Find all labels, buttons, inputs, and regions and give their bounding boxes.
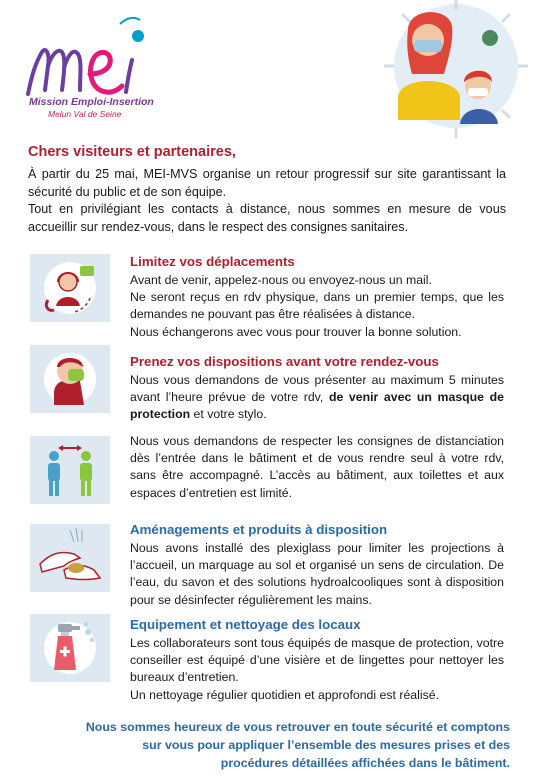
section-title: Aménagements et produits à disposition: [130, 522, 388, 537]
section-body: Un nettoyage régulier quotidien et approfondi est réalisé.: [130, 687, 439, 702]
section-body: Nous vous demandons de respecter les consignes de distanciation dès l’entrée dans le bâtiment et de vous rendre seul à votre rdv, sans être accompagné. L’accès au bâtiment, aux toilettes et aux espaces d’entretien est limité.: [130, 434, 504, 500]
phone-headset-icon: [30, 254, 110, 322]
section-text: et votre stylo.: [190, 407, 267, 422]
org-name: Mission Emploi-Insertion: [29, 96, 154, 108]
org-subtitle: Melun Val de Seine: [48, 109, 122, 119]
social-distancing-icon: [30, 436, 110, 504]
closing-line: procédures détaillées affichées dans le bâtiment.: [220, 756, 510, 770]
section-limit-travel: [130, 253, 504, 341]
intro-text: [28, 166, 506, 236]
section-body: Les collaborateurs sont tous équipés de masque de protection, votre conseiller est équipé d’une visière et de lingettes pour nettoyer les bureaux d’entretien.: [130, 636, 504, 685]
intro-paragraph: Tout en privilégiant les contacts à distance, nous sommes en mesure de vous accueillir sur rendez-vous, dans le respect des consignes sanitaires.: [28, 202, 506, 234]
greeting-heading: Chers visiteurs et partenaires,: [28, 144, 236, 160]
face-mask-icon: [30, 345, 110, 413]
section-prepare-appointment: [130, 353, 504, 424]
section-distancing: [130, 433, 504, 502]
section-equipment-cleaning: [130, 616, 504, 704]
section-line: Ne seront reçus en rdv physique, dans un premier temps, que les demandes ne pouvant pas être réalisées à distance.: [130, 290, 504, 322]
hand-sanitizer-icon: [30, 524, 110, 592]
mask-requirement: de venir avec un masque de protection: [130, 390, 504, 422]
section-line: Avant de venir, appelez-nous ou envoyez-nous un mail.: [130, 273, 432, 287]
section-body: Nous avons installé des plexiglass pour limiter les projections à l’accueil, un marquage au sol et organisé un sens de circulation. De l’eau, du savon et des solutions hydroalcooliques sont à disposition pour se désinfecter régulièrement les mains.: [130, 541, 504, 607]
masked-people-illustration: [378, 0, 534, 140]
section-body: [130, 372, 504, 424]
intro-paragraph: À partir du 25 mai, MEI-MVS organise un retour progressif sur site garantissant la sécurité du public et de son équipe.: [28, 167, 506, 199]
spray-bottle-icon: [30, 614, 110, 682]
section-facilities: [130, 521, 504, 609]
closing-line: Nous sommes heureux de vous retrouver en toute sécurité et comptons: [85, 720, 510, 734]
section-title: Limitez vos déplacements: [130, 254, 295, 269]
section-title: Prenez vos dispositions avant votre rendez-vous: [130, 354, 439, 369]
closing-line: sur vous pour appliquer l’ensemble des mesures prises et des: [142, 738, 510, 752]
section-title: Equipement et nettoyage des locaux: [130, 617, 361, 632]
section-line: Nous échangerons avec vous pour trouver la bonne solution.: [130, 324, 462, 339]
closing-message: [70, 718, 510, 772]
section-text: Nous vous demandons de vous présenter au maximum 5 minutes avant l’heure prévue de votre rdv,: [130, 373, 504, 405]
